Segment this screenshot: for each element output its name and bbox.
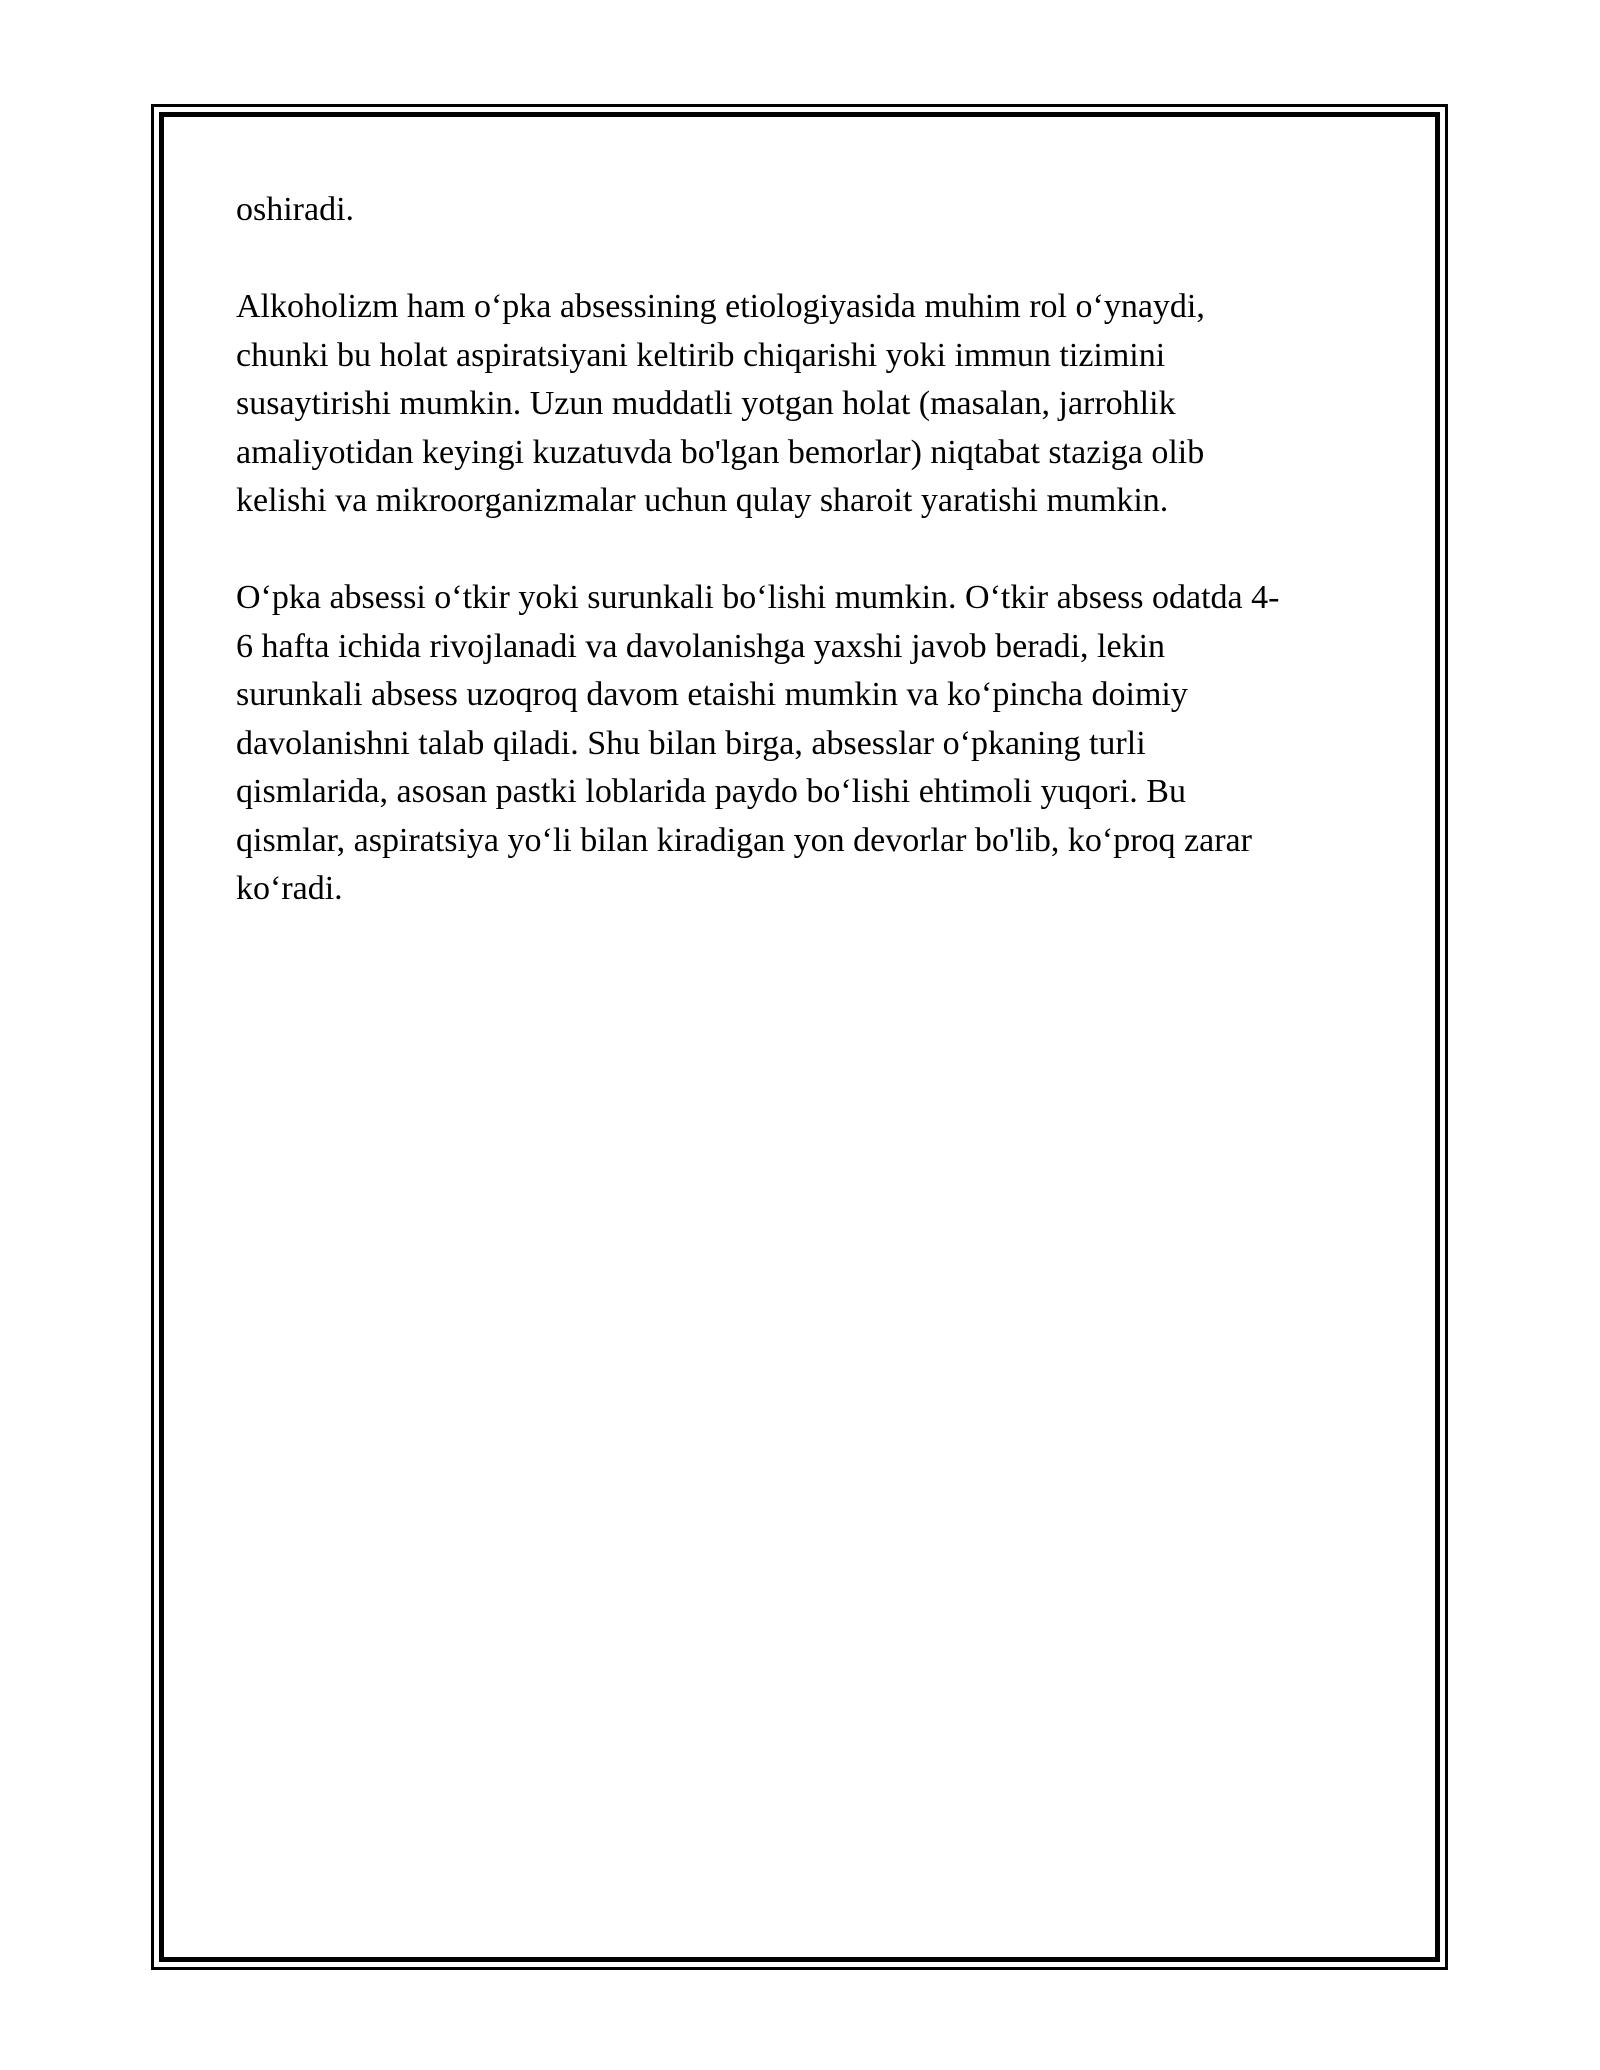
paragraph-alcoholism: Alkoholizm ham o‘pka absessining etiologiyasida muhim rol o‘ynaydi, chunki bu holat aspiratsiyani keltirib chiqarishi yoki immun tizimini susaytirishi mumkin. Uzun muddatli yotgan holat (masalan, jarrohlik amaliyotidan keyingi kuzatuvda bo'lgan bemorlar) niqtabat staziga olib kelishi va mikroorganizmalar uchun qulay sharoit yaratishi mumkin. bbox=[236, 288, 1205, 519]
paragraph-continuation: oshiradi. bbox=[236, 191, 355, 228]
document-body bbox=[236, 186, 1366, 962]
paragraph-acute-chronic: O‘pka absessi o‘tkir yoki surunkali bo‘lishi mumkin. O‘tkir absess odatda 4- 6 hafta ichida rivojlanadi va davolanishga yaxshi javob beradi, lekin surunkali absess uzoqroq davom etaishi mumkin va ko‘pincha doimiy davolanishni talab qiladi. Shu bilan birga, absesslar o‘pkaning turli qismlarida, asosan pastki loblarida paydo bo‘lishi ehtimoli yuqori. Bu qismlar, aspiratsiya yo‘li bilan kiradigan yon devorlar bo'lib, ko‘proq zarar ko‘radi. bbox=[236, 579, 1280, 907]
